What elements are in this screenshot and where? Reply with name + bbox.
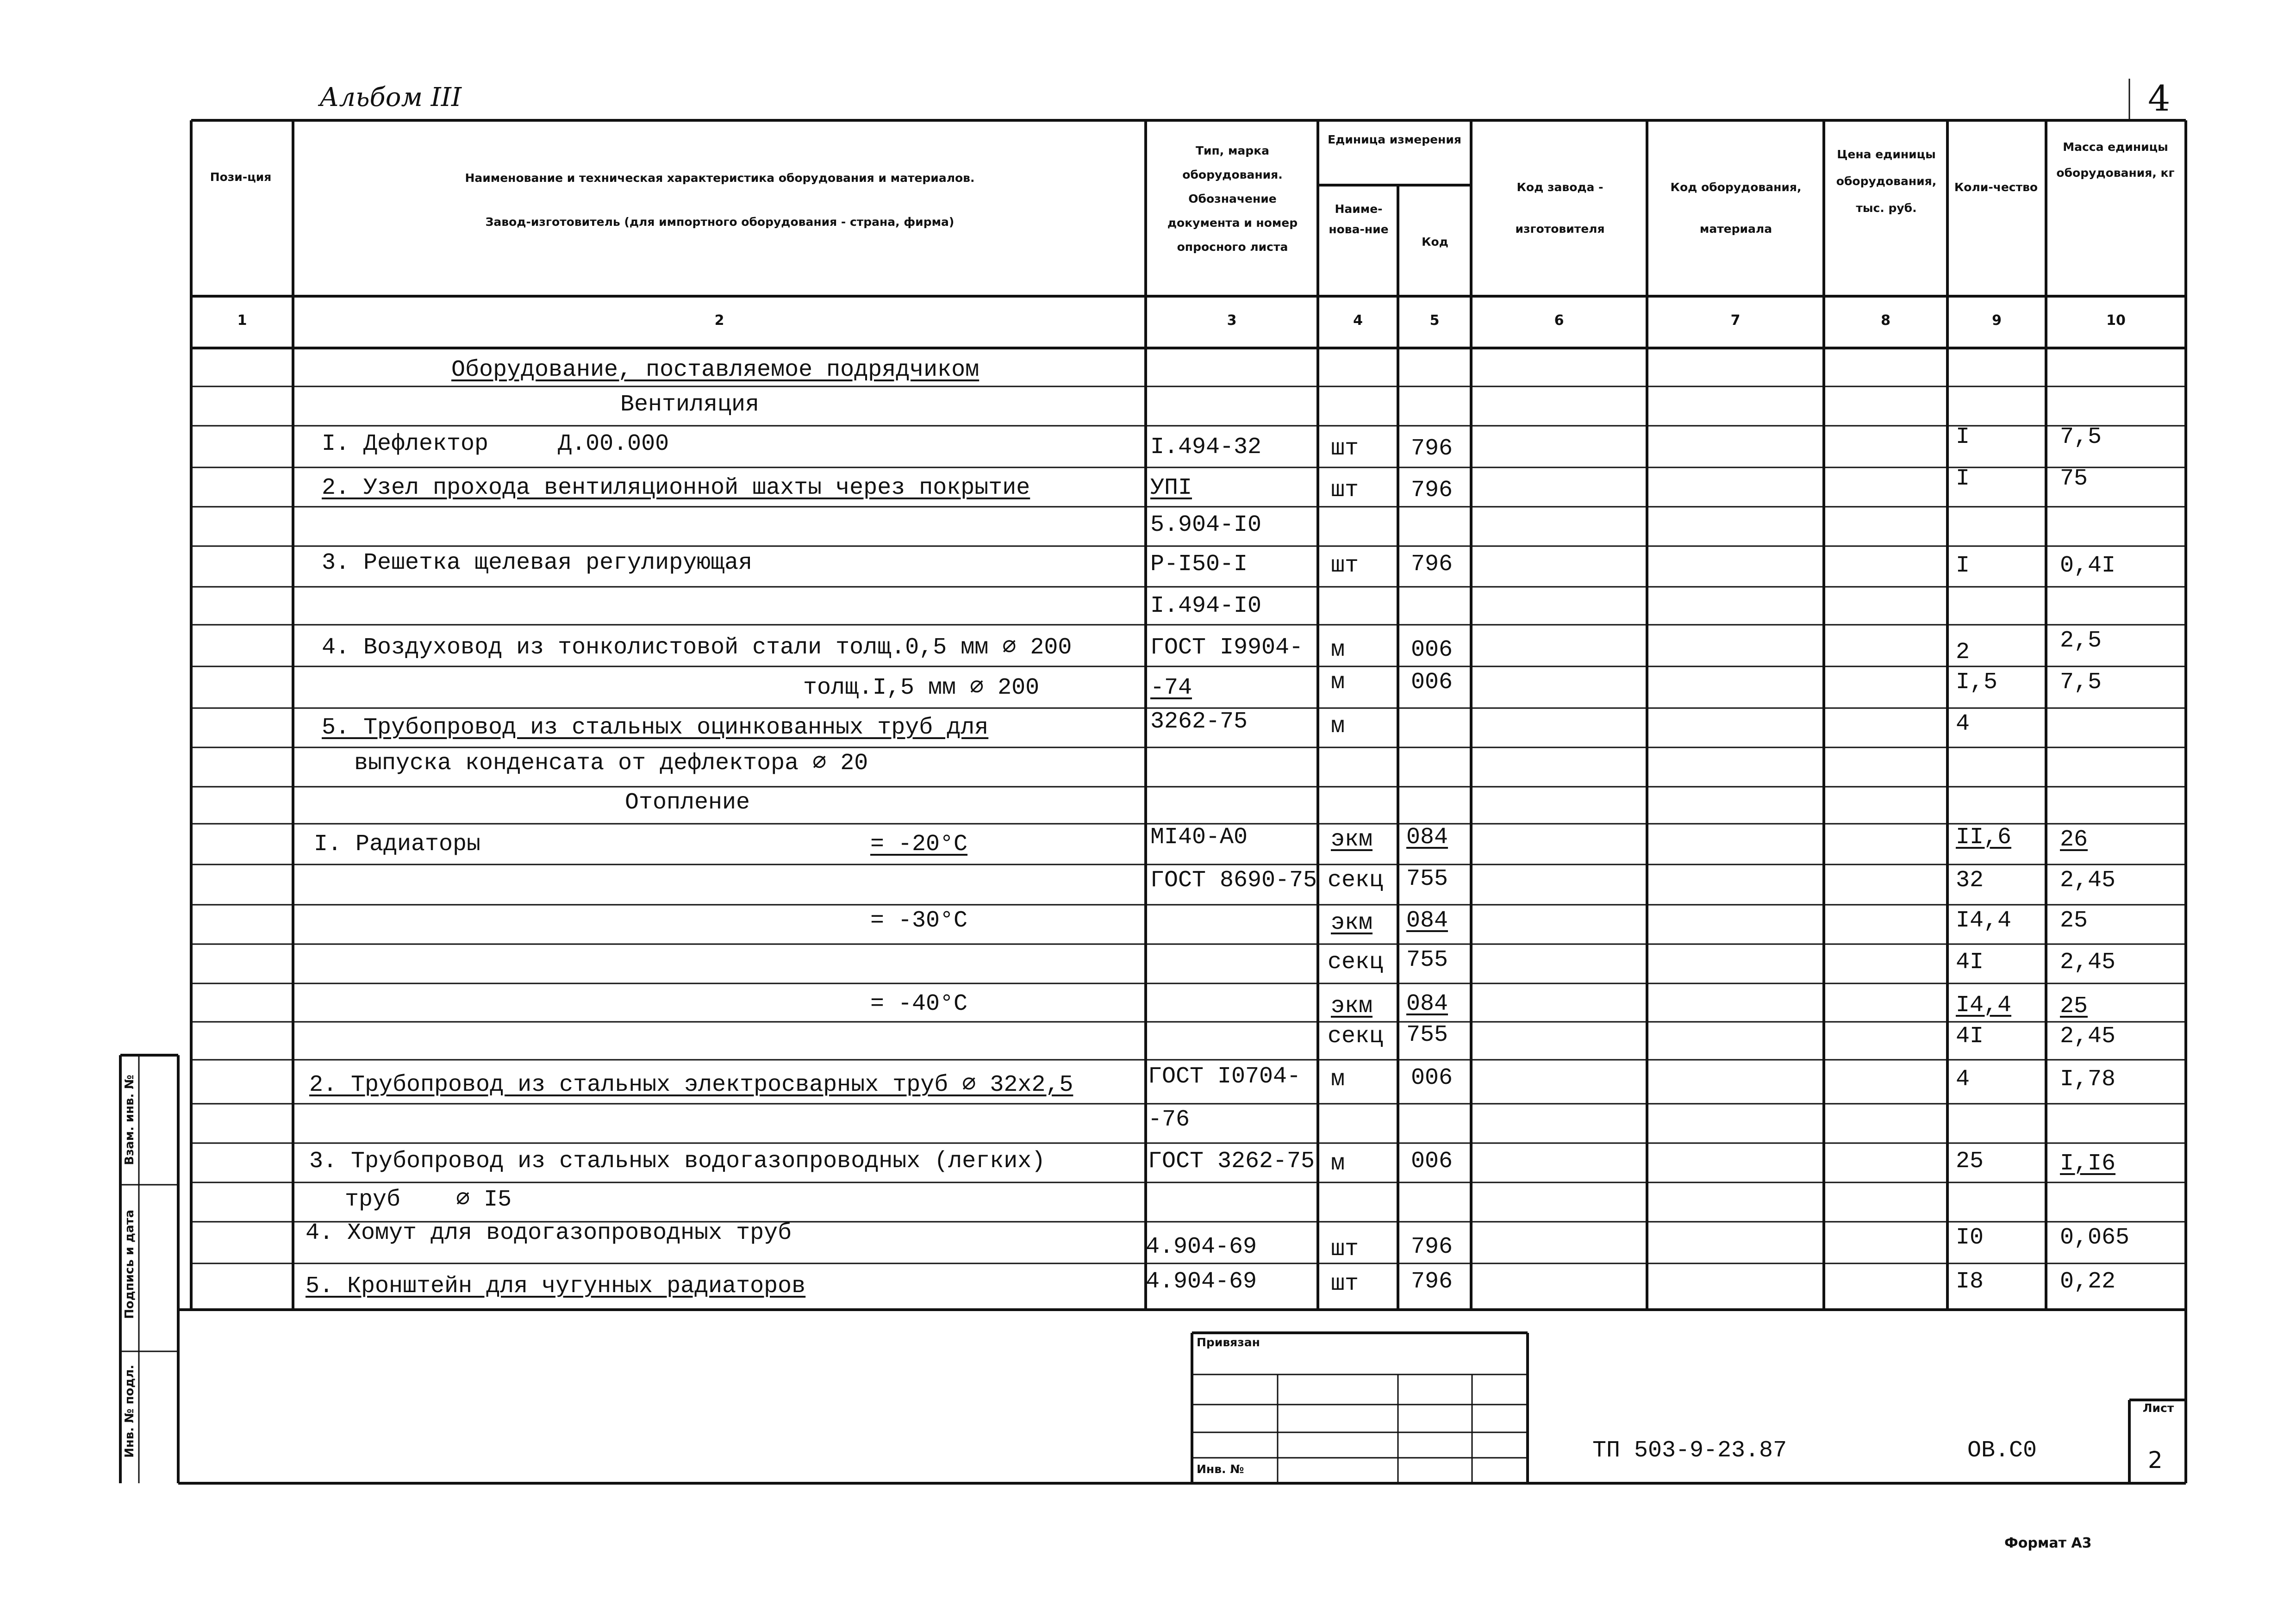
row-code: 796 xyxy=(1411,435,1453,462)
row-unit: шт xyxy=(1331,435,1359,462)
side-label-zam: Взам. инв. № xyxy=(123,1075,137,1165)
row-qty: I8 xyxy=(1956,1269,1984,1295)
row-qty: I xyxy=(1956,553,1970,579)
header-unit-code: Код xyxy=(1422,235,1448,249)
row-unit: шт xyxy=(1331,1236,1359,1262)
row-unit: шт xyxy=(1331,477,1359,504)
row-unit: м xyxy=(1331,669,1345,696)
row-mass: 0,4I xyxy=(2060,553,2116,579)
header-mass: Масса единицы оборудования, кг xyxy=(2056,140,2175,180)
row-qty: 32 xyxy=(1956,867,1984,894)
header-unit-name: Наиме-нова-ние xyxy=(1329,202,1389,236)
row-name: 3. Трубопровод из стальных водогазопроводных (легких) xyxy=(309,1148,1046,1175)
row-code: 006 xyxy=(1411,1148,1453,1175)
row-qty: I xyxy=(1956,466,1970,492)
sheet-label: Лист xyxy=(2142,1401,2174,1415)
row-code: 796 xyxy=(1411,551,1453,578)
col-number: 2 xyxy=(714,312,724,329)
row-mass: I,I6 xyxy=(2060,1150,2116,1177)
side-label-inv-podl: Инв. № подл. xyxy=(123,1364,137,1458)
col-number: 7 xyxy=(1730,312,1741,329)
sheet-number: 2 xyxy=(2148,1447,2163,1474)
row-qty: I0 xyxy=(1956,1225,1984,1251)
row-mass: 25 xyxy=(2060,908,2088,934)
row-name: 4. Воздуховод из тонколистовой стали толщ.0,5 мм ∅ 200 xyxy=(322,634,1072,661)
row-name: 2. Трубопровод из стальных электросварных труб ∅ 32х2,5 xyxy=(309,1072,1073,1098)
row-name: 5. Кронштейн для чугунных радиаторов xyxy=(306,1273,806,1300)
row-name: I. Дефлектор Д.00.000 xyxy=(322,431,669,457)
row-qty: 4 xyxy=(1956,711,1970,737)
row-type: -74 xyxy=(1150,675,1192,701)
row-type: УПI xyxy=(1150,475,1192,501)
document-mark: ОВ.С0 xyxy=(1967,1437,2037,1464)
row-code: 084 xyxy=(1406,908,1448,934)
row-name: труб ∅ I5 xyxy=(345,1187,512,1213)
row-code: 084 xyxy=(1406,991,1448,1017)
row-type: -76 xyxy=(1148,1107,1190,1133)
row-mass: 7,5 xyxy=(2060,669,2102,696)
stamp-privyazan: Привязан xyxy=(1197,1336,1260,1349)
col-number: 1 xyxy=(237,312,247,329)
row-mass: 26 xyxy=(2060,827,2088,853)
header-price: Цена единицы оборудования, тыс. руб. xyxy=(1836,148,1937,215)
header-position: Пози-ция xyxy=(210,170,272,184)
row-type: ГОСТ I0704- xyxy=(1148,1063,1301,1090)
row-mass: I,78 xyxy=(2060,1066,2116,1093)
document-code: ТП 503-9-23.87 xyxy=(1592,1437,1787,1464)
row-unit: секц xyxy=(1328,949,1384,976)
col-number: 3 xyxy=(1227,312,1237,329)
row-mass: 2,45 xyxy=(2060,867,2116,894)
stamp-inv: Инв. № xyxy=(1197,1462,1244,1476)
row-type: I.494-32 xyxy=(1150,434,1262,460)
row-mass: 0,065 xyxy=(2060,1225,2130,1251)
header-factory-code: Код завода - изготовителя xyxy=(1515,180,1605,236)
col-number: 5 xyxy=(1429,312,1440,329)
row-type: 3262-75 xyxy=(1150,709,1248,735)
row-temp: = -30°C xyxy=(870,908,968,934)
row-unit: м xyxy=(1331,637,1345,663)
row-mass: 2,45 xyxy=(2060,949,2116,976)
row-mass: 7,5 xyxy=(2060,424,2102,450)
row-name: толщ.I,5 мм ∅ 200 xyxy=(803,675,1040,701)
section-ventilation: Вентиляция xyxy=(620,392,760,418)
row-temp: = -20°C xyxy=(870,831,968,858)
col-number: 8 xyxy=(1881,312,1890,329)
row-code: 796 xyxy=(1411,1269,1453,1295)
row-code: 006 xyxy=(1411,1065,1453,1091)
format-label: Формат A3 xyxy=(2004,1535,2092,1551)
row-type: 4.904-69 xyxy=(1146,1234,1257,1260)
row-temp: = -40°C xyxy=(870,991,968,1017)
row-name: 2. Узел прохода вентиляционной шахты через покрытие xyxy=(322,475,1030,501)
row-unit: экм xyxy=(1331,827,1373,853)
row-qty: II,6 xyxy=(1956,824,2012,851)
row-type: ГОСТ 3262-75 xyxy=(1148,1148,1315,1175)
side-label-podpis: Подпись и дата xyxy=(123,1209,137,1319)
row-name: 5. Трубопровод из стальных оцинкованных труб для xyxy=(322,715,989,741)
row-mass: 75 xyxy=(2060,466,2088,492)
header-quantity: Коли-чество xyxy=(1954,180,2038,194)
row-name: 3. Решетка щелевая регулирующая xyxy=(322,550,753,576)
row-unit: экм xyxy=(1331,993,1373,1020)
row-code: 755 xyxy=(1406,947,1448,973)
row-qty: 4I xyxy=(1956,949,1984,976)
row-qty: I,5 xyxy=(1956,669,1998,696)
row-qty: 25 xyxy=(1956,1148,1984,1175)
header-type: Тип, марка оборудования. Обозначение документа и номер опросного листа xyxy=(1167,144,1298,254)
row-qty: I4,4 xyxy=(1956,992,2012,1019)
header-equipment-code: Код оборудования, материала xyxy=(1670,180,1802,236)
row-mass: 0,22 xyxy=(2060,1269,2116,1295)
row-code: 006 xyxy=(1411,669,1453,696)
row-qty: I xyxy=(1956,424,1970,450)
row-qty: 2 xyxy=(1956,639,1970,665)
row-qty: I4,4 xyxy=(1956,908,2012,934)
row-code: 755 xyxy=(1406,1022,1448,1048)
row-code: 006 xyxy=(1411,637,1453,663)
col-number: 6 xyxy=(1554,312,1564,329)
row-type: 4.904-69 xyxy=(1146,1269,1257,1295)
sheet-corner-number: 4 xyxy=(2148,78,2171,119)
row-type: ГОСТ I9904- xyxy=(1150,634,1304,661)
row-type: I.494-I0 xyxy=(1150,593,1262,619)
col-number: 4 xyxy=(1353,312,1363,329)
row-code: 796 xyxy=(1411,477,1453,504)
header-name-line1: Наименование и техническая характеристика оборудования и материалов. xyxy=(465,171,975,185)
row-type: Р-I50-I xyxy=(1150,551,1248,578)
row-unit: секц xyxy=(1328,1023,1384,1050)
section-heating: Отопление xyxy=(625,790,750,816)
row-code: 755 xyxy=(1406,866,1448,892)
row-name: выпуска конденсата от дефлектора ∅ 20 xyxy=(354,750,868,777)
row-unit: шт xyxy=(1331,553,1359,579)
row-code: 796 xyxy=(1411,1234,1453,1260)
col-number: 10 xyxy=(2106,312,2126,329)
row-unit: м xyxy=(1331,713,1345,740)
row-type: МI40-А0 xyxy=(1150,824,1248,851)
row-code: 084 xyxy=(1406,824,1448,851)
row-mass: 2,45 xyxy=(2060,1023,2116,1050)
row-type: ГОСТ 8690-75 xyxy=(1150,867,1317,894)
row-mass: 2,5 xyxy=(2060,628,2102,654)
row-unit: м xyxy=(1331,1066,1345,1093)
row-unit: экм xyxy=(1331,910,1373,936)
header-name-line2: Завод-изготовитель (для импортного оборудования - страна, фирма) xyxy=(485,215,955,229)
row-mass: 25 xyxy=(2060,993,2088,1020)
row-qty: 4 xyxy=(1956,1066,1970,1093)
row-unit: секц xyxy=(1328,867,1384,894)
row-unit: м xyxy=(1331,1150,1345,1177)
row-name: 4. Хомут для водогазопроводных труб xyxy=(306,1220,792,1246)
header-unit: Единица измерения xyxy=(1328,133,1461,146)
row-qty: 4I xyxy=(1956,1023,1984,1050)
section-supplied: Оборудование, поставляемое подрядчиком xyxy=(451,357,980,383)
row-type: 5.904-I0 xyxy=(1150,512,1262,538)
col-number: 9 xyxy=(1992,312,2002,329)
row-unit: шт xyxy=(1331,1271,1359,1297)
row-name: I. Радиаторы xyxy=(314,831,481,858)
album-label: Альбом III xyxy=(319,82,462,112)
